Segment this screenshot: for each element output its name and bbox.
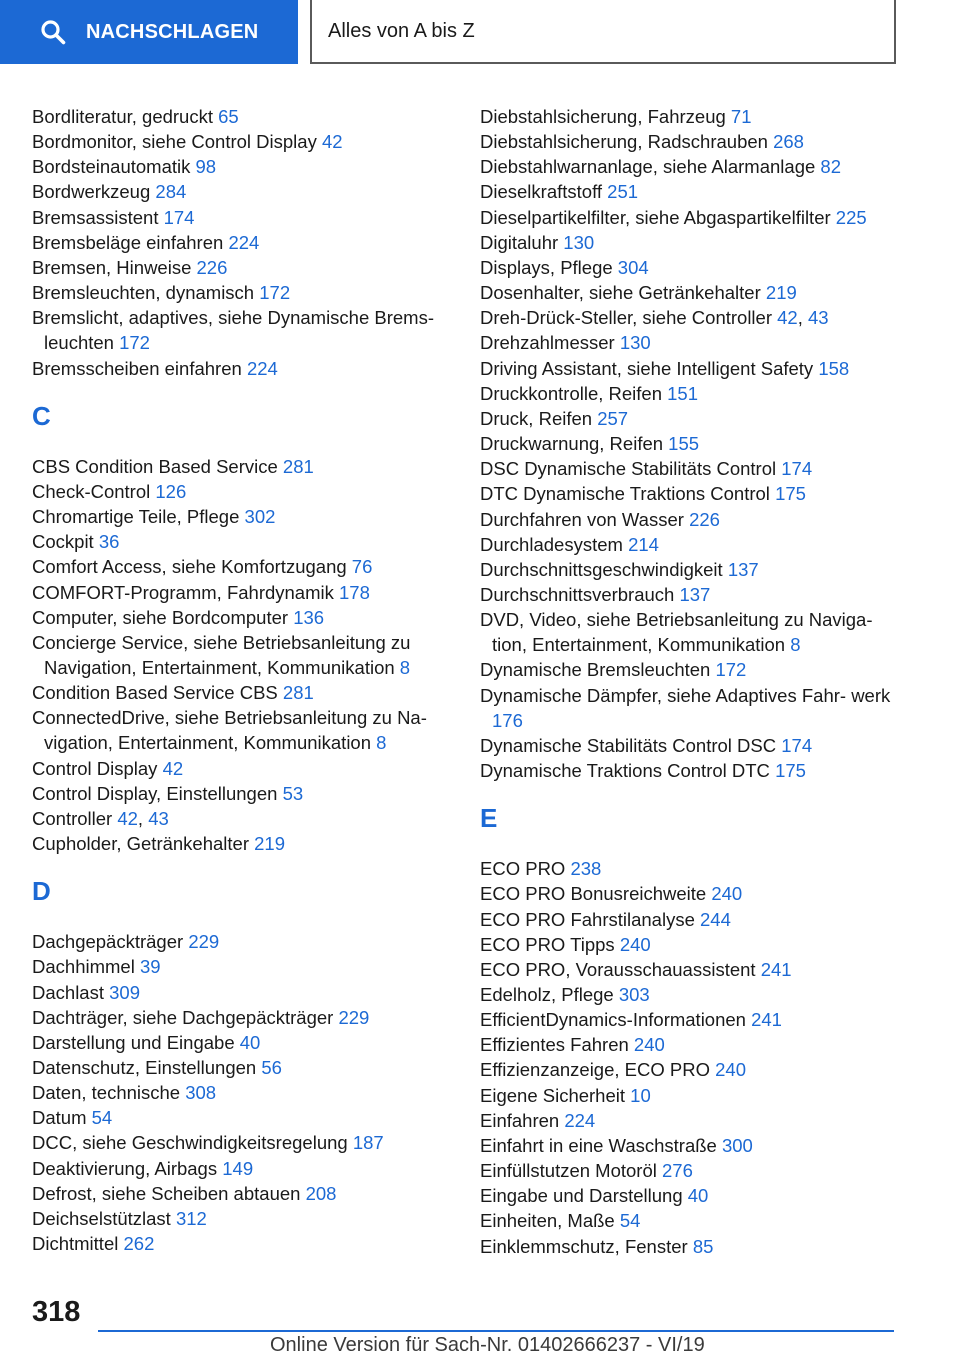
index-entry-term: Drehzahlmesser <box>480 332 615 354</box>
page-link[interactable]: 76 <box>351 556 373 578</box>
page-link[interactable]: 54 <box>619 1210 641 1232</box>
footer-online-version: Online Version für Sach-Nr. 01402666237 - VI/19 <box>270 1334 705 1356</box>
index-entry-term: Durchschnittsverbrauch <box>480 583 675 605</box>
index-entry-term: Bordliteratur, gedruckt <box>32 106 213 127</box>
index-entry-term: Bremsleuchten, dynamisch <box>32 282 255 304</box>
index-entry <box>32 129 462 154</box>
index-entry <box>480 381 910 406</box>
index-entry-term: Dynamische Traktions Control DTC <box>480 760 770 782</box>
index-entry-term: Defrost, siehe Scheiben abtauen <box>32 1182 301 1204</box>
index-entry <box>480 154 910 179</box>
index-entry-term: Digitaluhr <box>480 231 559 253</box>
index-entry-term: Datum <box>32 1107 87 1129</box>
page-link[interactable]: 36 <box>98 531 120 553</box>
page-link[interactable]: 309 <box>109 981 140 1003</box>
search-icon <box>40 19 66 45</box>
index-entry-term: Einfahren <box>480 1109 560 1131</box>
index-entry <box>480 582 910 607</box>
page-link[interactable]: 281 <box>282 682 314 704</box>
index-entry <box>32 929 462 954</box>
index-entry-term: Bordmonitor, siehe Control Display <box>32 131 317 153</box>
index-entry-term: Dachträger, siehe Dachgepäckträger <box>32 1006 334 1028</box>
page-link[interactable]: 172 <box>259 282 291 304</box>
index-entry-term: Control Display <box>32 757 158 779</box>
index-entry <box>32 255 462 280</box>
index-entry <box>480 1234 910 1259</box>
index-entry <box>32 1080 462 1105</box>
index-entry <box>480 1183 910 1208</box>
index-entry-term: Durchschnittsgeschwindigkeit <box>480 558 723 580</box>
index-entry-term: Driving Assistant, siehe Intelligent Safety <box>480 357 814 379</box>
index-entry <box>32 1005 462 1030</box>
page-link[interactable]: 240 <box>633 1034 665 1056</box>
index-entry <box>480 607 910 657</box>
index-entry <box>32 630 462 680</box>
index-entry <box>480 982 910 1007</box>
index-entry-term: Bremslicht, adaptives, siehe Dynamische Brems- leuchten <box>32 307 435 354</box>
index-entry-term: Bremsassistent <box>32 206 159 228</box>
index-entry-term: Durchfahren von Wasser <box>480 508 684 530</box>
index-entry <box>32 205 462 230</box>
page-link[interactable]: 126 <box>155 480 187 502</box>
page-link[interactable]: 65 <box>218 106 239 127</box>
page-link[interactable]: 226 <box>689 508 720 530</box>
page-link[interactable]: 175 <box>775 760 806 782</box>
page-link[interactable]: 176 <box>492 709 523 731</box>
index-entry-term: Dieselpartikelfilter, siehe Abgaspartikelfilter <box>480 206 831 228</box>
index-entry <box>480 932 910 957</box>
index-entry <box>480 330 910 355</box>
index-entry <box>32 554 462 579</box>
index-entry <box>480 557 910 582</box>
index-entry <box>32 1055 462 1080</box>
page-link[interactable]: 151 <box>667 382 699 404</box>
page-link[interactable]: 172 <box>715 659 747 681</box>
page-link[interactable]: 281 <box>282 455 314 477</box>
index-entry <box>32 831 462 856</box>
page-link[interactable]: 43 <box>148 807 169 829</box>
page-link[interactable]: 172 <box>119 332 150 354</box>
index-column-left <box>32 104 462 1256</box>
index-entry <box>32 781 462 806</box>
page-link[interactable]: 224 <box>228 231 260 253</box>
index-entry-term: COMFORT-Programm, Fahrdynamik <box>32 581 334 603</box>
page-link[interactable]: 308 <box>185 1082 217 1104</box>
page-link[interactable]: 174 <box>781 734 813 756</box>
index-entry <box>32 305 462 355</box>
index-entry <box>32 230 462 255</box>
page-link[interactable]: 137 <box>679 583 711 605</box>
index-entry <box>32 580 462 605</box>
page-link[interactable]: 268 <box>773 131 804 153</box>
page-link[interactable]: 240 <box>711 883 743 905</box>
page-link[interactable]: 229 <box>338 1006 370 1028</box>
index-entry-term: Dieselkraftstoff <box>480 181 603 203</box>
page-link[interactable]: 82 <box>820 156 841 178</box>
index-entry <box>480 881 910 906</box>
index-entry <box>480 179 910 204</box>
index-entry-term: Dachlast <box>32 981 104 1003</box>
page-link[interactable]: 238 <box>570 858 602 880</box>
index-entry <box>32 1206 462 1231</box>
index-entry <box>480 1108 910 1133</box>
page-link[interactable]: 244 <box>700 908 731 930</box>
index-entry-term: Druck, Reifen <box>480 407 593 429</box>
page-link[interactable]: 130 <box>619 332 651 354</box>
index-entry-term: Computer, siehe Bordcomputer <box>32 606 289 628</box>
index-entry-term: Einfüllstutzen Motoröl <box>480 1160 657 1182</box>
page-link[interactable]: 312 <box>175 1207 207 1229</box>
page-link[interactable]: 262 <box>123 1233 155 1255</box>
index-entry <box>480 1133 910 1158</box>
index-entry <box>32 1030 462 1055</box>
index-entry-term: Controller <box>32 807 113 829</box>
index-entry: Controller 42, 43 <box>32 807 169 829</box>
index-entry-term: Check-Control <box>32 480 151 502</box>
header <box>0 0 960 66</box>
index-entry <box>32 154 462 179</box>
index-entry <box>480 205 910 230</box>
index-entry <box>32 454 462 479</box>
index-entry <box>480 1208 910 1233</box>
index-entry-term: Effizientes Fahren <box>480 1034 629 1056</box>
index-entry-term: DTC Dynamische Traktions Control <box>480 483 770 505</box>
index-entry <box>480 356 910 381</box>
page-link[interactable]: 155 <box>668 433 700 455</box>
page-link[interactable]: 219 <box>254 833 286 855</box>
page-link[interactable]: 85 <box>692 1235 714 1257</box>
page-link[interactable]: 224 <box>564 1109 596 1131</box>
index-entry <box>480 957 910 982</box>
page-link[interactable]: 300 <box>721 1134 753 1156</box>
page-link[interactable]: 158 <box>818 357 850 379</box>
page-link[interactable]: 304 <box>617 256 649 278</box>
index-entry <box>480 683 910 733</box>
index-entry-term: Einklemmschutz, Fenster <box>480 1235 688 1257</box>
index-entry <box>32 1231 462 1256</box>
index-entry <box>32 179 462 204</box>
index-entry-term: Edelholz, Pflege <box>480 984 614 1005</box>
page-link[interactable]: 8 <box>790 634 801 656</box>
index-entry-term: Eingabe und Darstellung <box>480 1185 683 1207</box>
index-entry <box>480 507 910 532</box>
page-link[interactable]: 174 <box>163 206 195 228</box>
page-link[interactable]: 284 <box>155 181 187 203</box>
index-entry-term: Deichselstützlast <box>32 1207 171 1229</box>
page-link[interactable]: 241 <box>751 1009 782 1031</box>
index-entry <box>480 532 910 557</box>
page-link[interactable]: 8 <box>399 656 411 678</box>
index-entry-term: Condition Based Service CBS <box>32 682 278 704</box>
tab-nachschlagen[interactable] <box>0 0 298 64</box>
page-link[interactable]: 137 <box>727 558 759 580</box>
index-entry <box>480 456 910 481</box>
index-entry-term: ECO PRO Bonusreichweite <box>480 883 707 905</box>
index-entry-term: Deaktivierung, Airbags <box>32 1157 218 1179</box>
page-link[interactable]: 54 <box>91 1107 113 1129</box>
tab-alles-label: Alles von A bis Z <box>328 19 475 42</box>
page-link[interactable]: 225 <box>835 206 867 228</box>
page-link[interactable]: 214 <box>628 533 659 555</box>
page-link[interactable]: 224 <box>246 357 278 379</box>
index-entry-term: Cockpit <box>32 531 94 553</box>
page-link[interactable]: 187 <box>352 1132 384 1154</box>
index-entry <box>480 657 910 682</box>
index-entry-term: Dichtmittel <box>32 1233 119 1255</box>
index-entry <box>32 504 462 529</box>
page-link[interactable]: 10 <box>630 1084 651 1106</box>
page-link[interactable]: 8 <box>376 732 387 754</box>
index-entry-term: Darstellung und Eingabe <box>32 1031 235 1053</box>
index-entry-term: Diebstahlsicherung, Fahrzeug <box>480 106 726 127</box>
index-entry-term: ECO PRO Fahrstilanalyse <box>480 908 695 930</box>
index-entry <box>480 1057 910 1082</box>
index-entry <box>480 733 910 758</box>
index-entry-term: Druckwarnung, Reifen <box>480 433 664 455</box>
page-link[interactable]: 149 <box>222 1157 254 1179</box>
page-link[interactable]: 219 <box>765 282 797 304</box>
index-entry <box>480 481 910 506</box>
index-entry-term: Dachgepäckträger <box>32 931 184 953</box>
page-link[interactable]: 42 <box>162 757 184 779</box>
index-entry <box>480 255 910 280</box>
index-entry <box>32 1105 462 1130</box>
index-entry-term: DSC Dynamische Stabilitäts Control <box>480 458 777 480</box>
index-entry-term: ConnectedDrive, siehe Betriebsanleitung zu Na- vigation, Entertainment, Kommunikation <box>32 707 427 754</box>
index-entry-term: DCC, siehe Geschwindigkeitsregelung <box>32 1132 348 1154</box>
index-entry <box>32 954 462 979</box>
index-entry-term: Dosenhalter, siehe Getränkehalter <box>480 282 761 304</box>
index-entry-term: Dynamische Stabilitäts Control DSC <box>480 734 777 756</box>
index-entry-term: Dynamische Bremsleuchten <box>480 659 711 681</box>
page-link[interactable]: 42 <box>321 131 343 153</box>
index-entry: Dreh-Drück-Steller, siehe Controller 42, 43 <box>480 307 829 329</box>
index-entry <box>480 1158 910 1183</box>
index-entry-term: Effizienzanzeige, ECO PRO <box>480 1059 710 1081</box>
index-entry <box>32 1130 462 1155</box>
index-entry-term: Bordwerkzeug <box>32 181 151 203</box>
index-entry-term: Dynamische Dämpfer, siehe Adaptives Fahr- werk <box>480 684 891 706</box>
index-entry-term: Control Display, Einstellungen <box>32 782 278 804</box>
tab-nachschlagen-label: NACHSCHLAGEN <box>86 20 259 43</box>
page-link[interactable]: 40 <box>239 1031 261 1053</box>
index-entry <box>480 129 910 154</box>
page-link[interactable]: 56 <box>261 1057 282 1078</box>
page-link[interactable]: 303 <box>618 984 650 1005</box>
index-entry <box>480 1007 910 1032</box>
index-entry <box>480 856 910 881</box>
index-entry <box>480 280 910 305</box>
index-entry-term: Daten, technische <box>32 1082 181 1104</box>
index-entry <box>480 431 910 456</box>
section-letter: C <box>32 400 51 431</box>
index-entry-term: Diebstahlwarnanlage, siehe Alarmanlage <box>480 156 816 178</box>
section-letter: D <box>32 876 51 907</box>
index-entry <box>32 104 462 129</box>
index-entry <box>480 406 910 431</box>
index-entry-term: Datenschutz, Einstellungen <box>32 1057 257 1078</box>
index-entry-term: Bremsscheiben einfahren <box>32 357 242 379</box>
page-link[interactable]: 42 <box>117 807 138 829</box>
page-link[interactable]: 257 <box>597 407 629 429</box>
index-entry <box>480 230 910 255</box>
index-entry <box>32 756 462 781</box>
index-entry <box>32 479 462 504</box>
page-link[interactable]: 240 <box>619 933 651 955</box>
page-link[interactable]: 240 <box>715 1059 747 1081</box>
page-link[interactable]: 229 <box>188 931 220 953</box>
index-entry-term: Comfort Access, siehe Komfortzugang <box>32 556 347 578</box>
footer-divider <box>98 1330 894 1332</box>
index-entry <box>480 1032 910 1057</box>
page-link[interactable]: 42 <box>777 307 798 329</box>
index-column-right <box>480 104 910 1259</box>
tab-alles-von-a-bis-z[interactable] <box>310 0 896 64</box>
index-entry <box>480 907 910 932</box>
index-entry-term: Dreh-Drück-Steller, siehe Controller <box>480 307 772 329</box>
index-entry-term: Druckkontrolle, Reifen <box>480 382 662 404</box>
index-entry <box>32 980 462 1005</box>
index-entry <box>32 280 462 305</box>
index-entry-term: Chromartige Teile, Pflege <box>32 506 240 528</box>
section-letter: E <box>480 803 498 834</box>
page-link[interactable]: 39 <box>139 956 161 978</box>
index-entry <box>32 1181 462 1206</box>
page-link[interactable]: 43 <box>808 307 829 329</box>
index-entry-term: Einfahrt in eine Waschstraße <box>480 1134 717 1156</box>
page-link[interactable]: 136 <box>293 606 325 628</box>
index-entry <box>32 529 462 554</box>
index-entry-term: DVD, Video, siehe Betriebsanleitung zu Naviga- tion, Entertainment, Kommunikation <box>480 609 873 656</box>
page-link[interactable]: 130 <box>563 231 595 253</box>
page-link[interactable]: 40 <box>687 1185 709 1207</box>
index-entry-term: ECO PRO Tipps <box>480 933 615 955</box>
index-entry <box>480 104 910 129</box>
index-entry-term: Eigene Sicherheit <box>480 1084 626 1106</box>
index-entry-term: ECO PRO, Vorausschauassistent <box>480 958 756 980</box>
index-entry-term: Bordsteinautomatik <box>32 156 191 178</box>
index-entry-term: Einheiten, Maße <box>480 1210 615 1232</box>
index-entry <box>480 758 910 783</box>
page-link[interactable]: 226 <box>196 256 228 278</box>
page-link[interactable]: 241 <box>760 958 792 980</box>
index-entry-term: CBS Condition Based Service <box>32 455 278 477</box>
index-entry-term: Diebstahlsicherung, Radschrauben <box>480 131 768 153</box>
index-entry-term: EfficientDynamics-Informationen <box>480 1009 746 1031</box>
index-entry-term: ECO PRO <box>480 858 566 880</box>
page-link[interactable]: 98 <box>195 156 217 178</box>
index-entry <box>32 705 462 755</box>
page-link[interactable]: 71 <box>730 106 752 127</box>
page-link[interactable]: 175 <box>775 483 806 505</box>
page-link[interactable]: 53 <box>282 782 304 804</box>
index-entry <box>32 1156 462 1181</box>
index-entry-term: Bremsen, Hinweise <box>32 256 192 278</box>
index-entry <box>32 356 462 381</box>
page-link[interactable]: 302 <box>244 506 276 528</box>
index-entry-term: Durchladesystem <box>480 533 623 555</box>
page-link[interactable]: 178 <box>339 581 370 603</box>
page-number: 318 <box>32 1296 81 1328</box>
index-entry-term: Dachhimmel <box>32 956 135 978</box>
page-link[interactable]: 208 <box>305 1182 337 1204</box>
index-entry-term: Displays, Pflege <box>480 256 613 278</box>
index-entry <box>32 680 462 705</box>
index-entry <box>480 1083 910 1108</box>
index-entry-term: Concierge Service, siehe Betriebsanleitung zu Navigation, Entertainment, Kommunikation <box>32 631 411 678</box>
page-link[interactable]: 174 <box>781 458 813 480</box>
index-entry-term: Cupholder, Getränkehalter <box>32 833 249 855</box>
page-link[interactable]: 251 <box>607 181 639 203</box>
index-entry <box>32 605 462 630</box>
index-entry-term: Bremsbeläge einfahren <box>32 231 224 253</box>
page-link[interactable]: 276 <box>662 1160 693 1182</box>
